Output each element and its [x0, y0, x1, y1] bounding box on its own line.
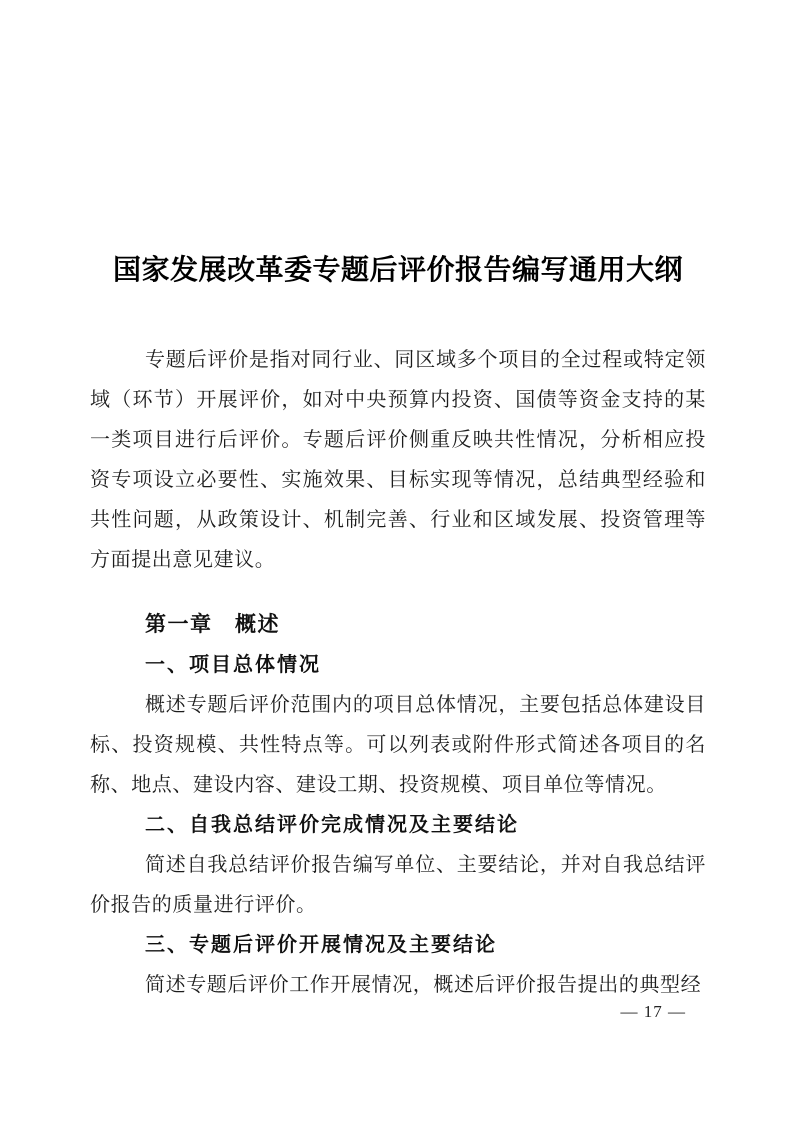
section-body-1: 概述专题后评价范围内的项目总体情况，主要包括总体建设目标、投资规模、共性特点等。可以列表或附件形式简述各项目的名称、地点、建设内容、建设工期、投资规模、项目单位等情况。 — [90, 694, 706, 796]
section-body-2: 简述自我总结评价报告编写单位、主要结论，并对自我总结评价报告的质量进行评价。 — [90, 854, 706, 916]
section-body-3: 简述专题后评价工作开展情况，概述后评价报告提出的典型经 — [145, 974, 702, 996]
document-title: 国家发展改革委专题后评价报告编写通用大纲 — [112, 255, 683, 286]
section-heading-3: 三、专题后评价开展情况及主要结论 — [145, 934, 497, 956]
page-number: — 17 — — [620, 1002, 686, 1021]
intro-paragraph: 专题后评价是指对同行业、同区域多个项目的全过程或特定领域（环节）开展评价，如对中央预算内投资、国债等资金支持的某一类项目进行后评价。专题后评价侧重反映共性情况，分析相应投资专项设立必要性、实施效果、目标实现等情况，总结典型经验和共性问题，从政策设计、机制完善、行业和区域发展、投资管理等方面提出意见建议。 — [90, 349, 706, 571]
document-content — [90, 250, 706, 1005]
section-heading-2: 二、自我总结评价完成情况及主要结论 — [145, 814, 519, 836]
chapter-heading: 第一章 概述 — [145, 613, 280, 636]
section-heading-1: 一、项目总体情况 — [145, 654, 321, 676]
